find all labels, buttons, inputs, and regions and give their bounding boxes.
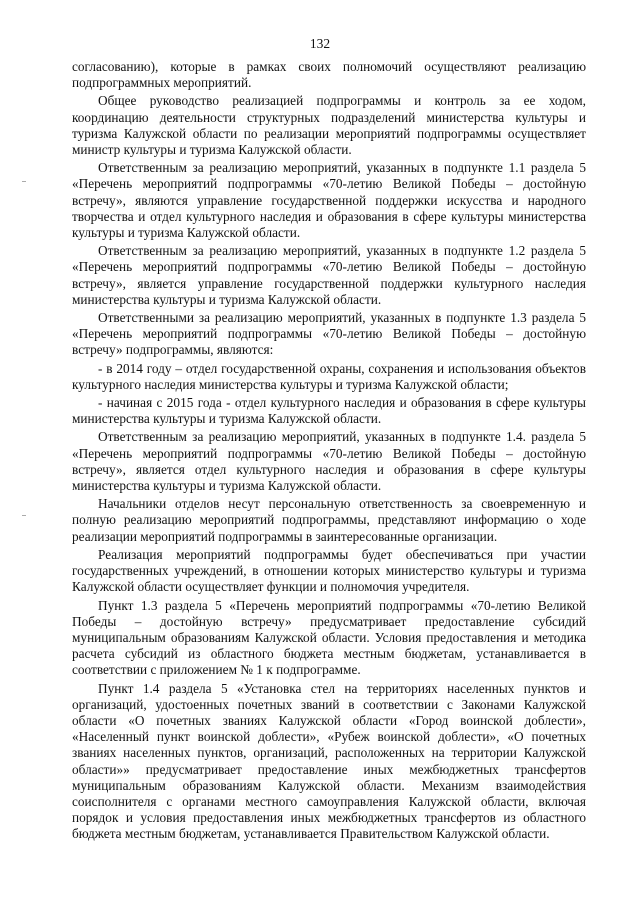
paragraph: Общее руководство реализацией подпрограммы и контроль за ее ходом, координацию деятельности структурных подразделений министерства культуры и туризма Калужской области по реализации мероприятий подпрограммы осуществляет министр культуры и туризма Калужской области. [72, 93, 586, 158]
paragraph: согласованию), которые в рамках своих полномочий осуществляют реализацию подпрограммных мероприятий. [72, 59, 586, 91]
paragraph: Начальники отделов несут персональную ответственность за своевременную и полную реализацию мероприятий подпрограммы, представляют информацию о ходе реализации мероприятий подпрограммы в заинтересованные организации. [72, 496, 586, 544]
paragraph: Реализация мероприятий подпрограммы будет обеспечиваться при участии государственных учреждений, в отношении которых министерство культуры и туризма Калужской области осуществляет функции и полномочия учредителя. [72, 546, 586, 595]
document-body [72, 59, 586, 845]
paragraph: Ответственным за реализацию мероприятий, указанных в подпункте 1.1 раздела 5 «Перечень мероприятий подпрограммы «70-летию Великой Победы – достойную встречу», являются управление государственной поддержки искусства и народного творчества и отдел культурного наследия и образования в сфере культуры министерства культуры и туризма Калужской области. [72, 160, 586, 241]
list-item: - в 2014 году – отдел государственной охраны, сохранения и использования объектов культурного наследия министерства культуры и туризма Калужской области; [72, 360, 586, 392]
paragraph: Ответственными за реализацию мероприятий, указанных в подпункте 1.3 раздела 5 «Перечень мероприятий подпрограммы «70-летию Великой Победы – достойную встречу» подпрограммы, являются: [72, 310, 586, 358]
scan-margin-mark [22, 181, 26, 182]
paragraph: Ответственным за реализацию мероприятий, указанных в подпункте 1.2 раздела 5 «Перечень мероприятий подпрограммы «70-летию Великой Победы – достойную встречу», является управление государственной поддержки культурного наследия министерства культуры и туризма Калужской области. [72, 243, 586, 307]
page-number: 132 [309, 36, 331, 51]
paragraph: Пункт 1.3 раздела 5 «Перечень мероприятий подпрограммы «70-летию Великой Победы – достойную встречу» предусматривает предоставление субсидий муниципальным образованиям Калужской области. Условия предоставления и методика расчета субсидий из областного бюджета местным бюджетам, устанавливается в соответствии с приложением № 1 к подпрограмме. [72, 597, 586, 678]
paragraph: Пункт 1.4 раздела 5 «Установка стел на территориях населенных пунктов и организаций, удостоенных почетных званий в соответствии с Законами Калужской области «О почетных званиях Калужской области «Город воинской доблести», «Населенный пункт воинской доблести», «Рубеж воинской доблести», «О почетных званиях населенных пунктов, организаций, расположенных на территории Калужской области»» предусматривает предоставление иных межбюджетных трансфертов муниципальным образованиям Калужской области. Механизм взаимодействия соисполнителя с органами местного самоуправления Калужской области, включая порядок и условия предоставления иных межбюджетных трансфертов из областного бюджета местным бюджетам, устанавливается Правительством Калужской области. [72, 680, 586, 842]
list-item: - начиная с 2015 года - отдел культурного наследия и образования в сфере культуры министерства культуры и туризма Калужской области. [72, 395, 586, 427]
scan-margin-mark [22, 515, 26, 516]
paragraph: Ответственным за реализацию мероприятий, указанных в подпункте 1.4. раздела 5 «Перечень мероприятий подпрограммы «70-летию Великой Победы – достойную встречу», является отдел культурного наследия и образования в сфере культуры министерства культуры и туризма Калужской области. [72, 429, 586, 494]
